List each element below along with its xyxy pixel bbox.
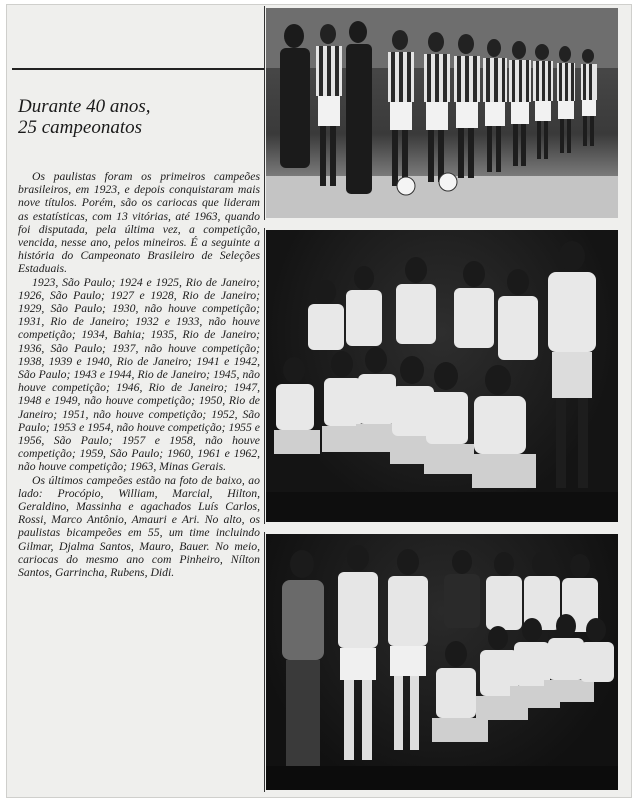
- photo-border: [264, 228, 265, 524]
- column-rule: [12, 68, 264, 70]
- paragraph-intro: Os paulistas foram os primeiros campeões brasileiros, em 1923, e depois conquistaram mais nove títulos. Porém, são os cariocas que lideram as estatísticas, com 13 vitórias, até 1963, quando foi disputada, pela última vez, a competição, vencida, nesse ano, pelos mineiros. É a seguinte a história do Campeonato Brasileiro de Seleções Estaduais.: [18, 170, 260, 276]
- team-photo-paulistas: [266, 8, 618, 218]
- paragraph-champions-list: 1923, São Paulo; 1924 e 1925, Rio de Janeiro; 1926, São Paulo; 1927 e 1928, Rio de Janeiro; 1929, São Paulo; 1930, não houve competição; 1931, Rio de Janeiro; 1932 e 1933, não houve competição; 1934, Bahia; 1935, Rio de Janeiro; 1936, São Paulo; 1937, não houve competição; 1938, 1939 e 1940, Rio de Janeiro; 1941 e 1942, São Paulo; 1943 e 1944, Rio de Janeiro; 1945, não houve competição; 1946, Rio de Janeiro; 1947, 1948 e 1949, não houve competição; 1950, Rio de Janeiro; 1951, não houve competição; 1952, São Paulo; 1953 e 1954, não houve competição; 1955 e 1956, São Paulo; 1957 e 1958, não houve competição; 1959, São Paulo; 1960, 1961 e 1962, não houve competição; 1963, Minas Gerais.: [18, 275, 260, 474]
- team-photo-cariocas: [266, 230, 618, 522]
- photo-border: [264, 532, 265, 792]
- headline-line-1: Durante 40 anos,: [18, 96, 151, 117]
- article-body: [18, 170, 260, 579]
- headline-line-2: 25 campeonatos: [18, 117, 143, 138]
- team-photo-mineiros: [266, 534, 618, 790]
- paragraph-photo-caption: Os últimos campeões estão na foto de baixo, ao lado: Procópio, William, Marcial, Hilton, Geraldino, Massinha e agachados Luís Carlos, Rossi, Marco Antônio, Amauri e Ari. No alto, os paulistas bicampeões em 55, um time incluindo Gilmar, Djalma Santos, Mauro, Bauer. No meio, cariocas do mesmo ano com Pinheiro, Nílton Santos, Garrincha, Rubens, Didi.: [18, 473, 260, 580]
- article-headline: [18, 96, 258, 138]
- photo-border: [264, 6, 265, 220]
